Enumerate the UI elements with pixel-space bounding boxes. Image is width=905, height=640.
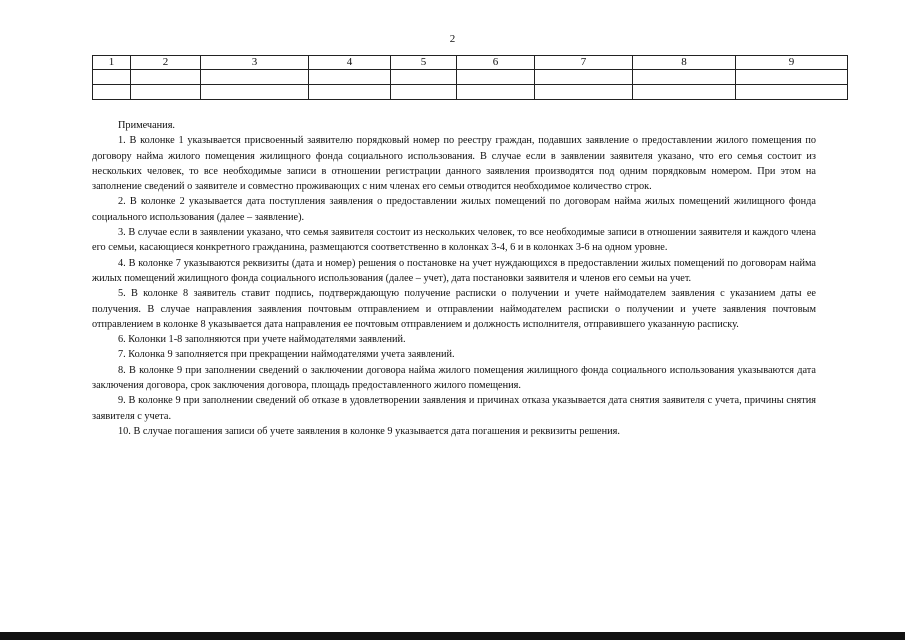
notes-section — [92, 118, 816, 439]
table-cell — [93, 85, 131, 100]
register-table — [92, 55, 848, 100]
notes-heading: Примечания. — [118, 120, 176, 131]
note-item: 4. В колонке 7 указываются реквизиты (дата и номер) решения о постановке на учет нуждающихся в предоставлении жилых помещений по договорам найма жилых помещений жилищного фонда социального использования (далее – учет), дата постановки заявителя и членов его семьи на учет. — [92, 257, 816, 284]
column-header: 4 — [309, 56, 391, 70]
table-row — [93, 85, 848, 100]
column-header: 9 — [736, 56, 848, 70]
table-cell — [131, 70, 201, 85]
table-cell — [736, 70, 848, 85]
column-header: 6 — [457, 56, 535, 70]
table-cell — [391, 85, 457, 100]
table-cell — [736, 85, 848, 100]
table-cell — [201, 85, 309, 100]
table-cell — [535, 85, 633, 100]
note-item: 2. В колонке 2 указывается дата поступления заявления о предоставлении жилых помещений по договорам найма жилых помещений жилищного фонда социального использования (далее – заявление). — [92, 196, 816, 223]
note-item: 10. В случае погашения записи об учете заявления в колонке 9 указывается дата погашения и реквизиты решения. — [118, 425, 620, 437]
note-item: 3. В случае если в заявлении указано, что семья заявителя состоит из нескольких человек, то все необходимые записи в отношении заявителя и каждого члена его семьи, касающиеся конкретного гражданина, размещаются соответственно в колонках 3-4, 6 и в колонках 3-6 на одном уровне. — [92, 227, 816, 254]
table-header-row — [93, 56, 848, 70]
table-cell — [633, 70, 736, 85]
note-item: 9. В колонке 9 при заполнении сведений об отказе в удовлетворении заявления и причинах отказа указывается дата снятия заявителя с учета, причины снятия заявителя с учета. — [92, 395, 816, 422]
note-item: 1. В колонке 1 указывается присвоенный заявителю порядковый номер по реестру граждан, подавших заявление о предоставлении жилого помещения по договору найма жилого помещения жилищного фонда социального использования. В случае если в заявлении заявителя указано, что его семья состоит из нескольких человек, то все необходимые записи в отношении регистрации данного заявления производятся под одним порядковым номером. При этом на заполнение сведений о заявителе и совместно проживающих с ним членах его семьи отводится необходимое количество строк. — [92, 135, 816, 193]
note-item: 8. В колонке 9 при заполнении сведений о заключении договора найма жилого помещения жилищного фонда социального использования указываются дата заключения договора, срок заключения договора, площадь предоставленного жилого помещения. — [92, 364, 816, 392]
table-cell — [309, 70, 391, 85]
column-header: 3 — [201, 56, 309, 70]
table-cell — [633, 85, 736, 100]
column-header: 5 — [391, 56, 457, 70]
table-cell — [535, 70, 633, 85]
table-cell — [457, 70, 535, 85]
table-cell — [131, 85, 201, 100]
column-header: 8 — [633, 56, 736, 70]
table-cell — [391, 70, 457, 85]
table-cell — [201, 70, 309, 85]
table-cell — [309, 85, 391, 100]
column-header: 7 — [535, 56, 633, 70]
note-item: 5. В колонке 8 заявитель ставит подпись, подтверждающую получение расписки о получении и учете наймодателем заявления с указанием даты ее получения. В случае направления заявления почтовым отправлением и отправлении наймодателем расписки о получении и учете заявления почтовым отправлением в колонке 8 указывается дата направления ее почтовым отправлением и должность исполнителя, отправившего указанную расписку. — [92, 288, 816, 330]
table-row — [93, 70, 848, 85]
column-header: 2 — [131, 56, 201, 70]
note-item: 6. Колонки 1-8 заполняются при учете наймодателями заявлений. — [118, 334, 406, 346]
column-header: 1 — [93, 56, 131, 70]
table-cell — [93, 70, 131, 85]
page-number: 2 — [449, 33, 456, 45]
note-item: 7. Колонка 9 заполняется при прекращении наймодателями учета заявлений. — [118, 349, 455, 361]
scan-bottom-border — [0, 632, 905, 640]
table-cell — [457, 85, 535, 100]
